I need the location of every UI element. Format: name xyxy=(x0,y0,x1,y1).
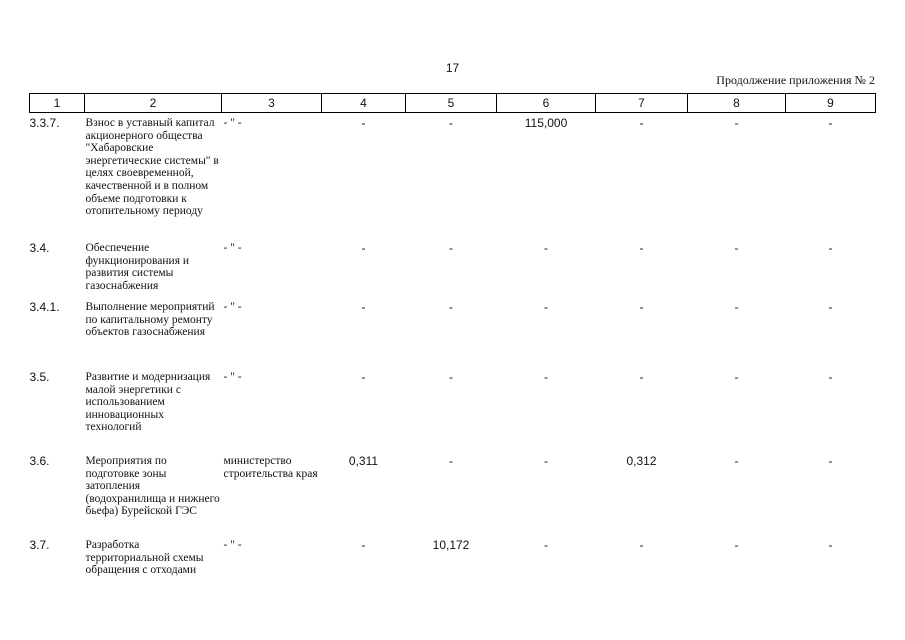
table-row xyxy=(30,113,876,239)
value-col-7: - xyxy=(639,300,644,314)
value-col-8: - xyxy=(734,116,739,130)
value-col-6: - xyxy=(544,370,548,384)
value-col-4: 0,311 xyxy=(348,454,379,468)
table-row xyxy=(30,451,876,535)
value-col-6: - xyxy=(544,454,548,468)
value-col-4: - xyxy=(361,241,366,255)
header-col-2: 2 xyxy=(85,94,222,113)
item-name: Развитие и модернизация малой энергетики с использованием инновационных технологий xyxy=(85,371,211,434)
value-col-5: - xyxy=(449,454,453,468)
value-col-5: - xyxy=(449,300,453,314)
header-col-4: 4 xyxy=(322,94,406,113)
item-number: 3.4.1. xyxy=(29,300,60,314)
table-row xyxy=(30,238,876,297)
value-col-8: - xyxy=(734,241,739,255)
item-name: Обеспечение функционирования и развития системы газоснабжения xyxy=(85,242,190,292)
item-executor: - " - xyxy=(223,371,242,383)
value-col-8: - xyxy=(734,538,739,552)
item-executor: - " - xyxy=(223,242,242,254)
value-col-9: - xyxy=(828,300,833,314)
header-row xyxy=(30,94,876,113)
value-col-4: - xyxy=(361,300,366,314)
item-executor: - " - xyxy=(223,117,242,129)
value-col-5: - xyxy=(449,116,453,130)
value-col-6: - xyxy=(544,300,548,314)
table-row xyxy=(30,535,876,579)
program-table xyxy=(29,93,876,579)
item-number: 3.7. xyxy=(29,538,50,552)
item-name: Мероприятия по подготовке зоны затопления (водохранилища и нижнего бьефа) Бурейской ГЭС xyxy=(85,455,220,518)
value-col-7: - xyxy=(639,538,644,552)
value-col-4: - xyxy=(361,370,366,384)
item-number: 3.5. xyxy=(29,370,50,384)
value-col-6: - xyxy=(544,241,548,255)
value-col-9: - xyxy=(828,241,833,255)
value-col-6: - xyxy=(544,538,548,552)
value-col-7: 0,312 xyxy=(626,454,657,468)
item-executor: министерство строительства края xyxy=(223,455,318,480)
page-number: 17 xyxy=(445,61,460,75)
appendix-note: Продолжение приложения № 2 xyxy=(716,73,875,87)
value-col-7: - xyxy=(639,241,644,255)
value-col-9: - xyxy=(828,538,833,552)
value-col-8: - xyxy=(734,454,739,468)
item-name: Взнос в уставный капитал акционерного общества "Хабаровские энергетические системы" в целях своевременной, качественной и в полном объеме подготовки к отопительному периоду xyxy=(85,117,219,218)
value-col-5: - xyxy=(449,241,453,255)
value-col-6: 115,000 xyxy=(524,116,568,130)
item-number: 3.6. xyxy=(29,454,50,468)
header-col-7: 7 xyxy=(596,94,688,113)
value-col-7: - xyxy=(639,370,644,384)
value-col-5: 10,172 xyxy=(432,538,470,552)
header-col-6: 6 xyxy=(497,94,596,113)
table-row xyxy=(30,367,876,451)
value-col-9: - xyxy=(828,454,833,468)
value-col-9: - xyxy=(828,370,833,384)
header-col-5: 5 xyxy=(406,94,497,113)
item-number: 3.3.7. xyxy=(29,116,60,130)
header-col-1: 1 xyxy=(30,94,85,113)
value-col-4: - xyxy=(361,116,366,130)
item-name: Разработка территориальной схемы обращения с отходами xyxy=(85,539,204,577)
item-name: Выполнение мероприятий по капитальному ремонту объектов газоснабжения xyxy=(85,301,215,339)
item-executor: - " - xyxy=(223,539,242,551)
table-row xyxy=(30,297,876,367)
value-col-8: - xyxy=(734,300,739,314)
value-col-9: - xyxy=(828,116,833,130)
value-col-8: - xyxy=(734,370,739,384)
item-number: 3.4. xyxy=(29,241,50,255)
value-col-4: - xyxy=(361,538,366,552)
header-col-9: 9 xyxy=(786,94,876,113)
value-col-5: - xyxy=(449,370,453,384)
value-col-7: - xyxy=(639,116,644,130)
header-col-8: 8 xyxy=(688,94,786,113)
header-col-3: 3 xyxy=(222,94,322,113)
item-executor: - " - xyxy=(223,301,242,313)
